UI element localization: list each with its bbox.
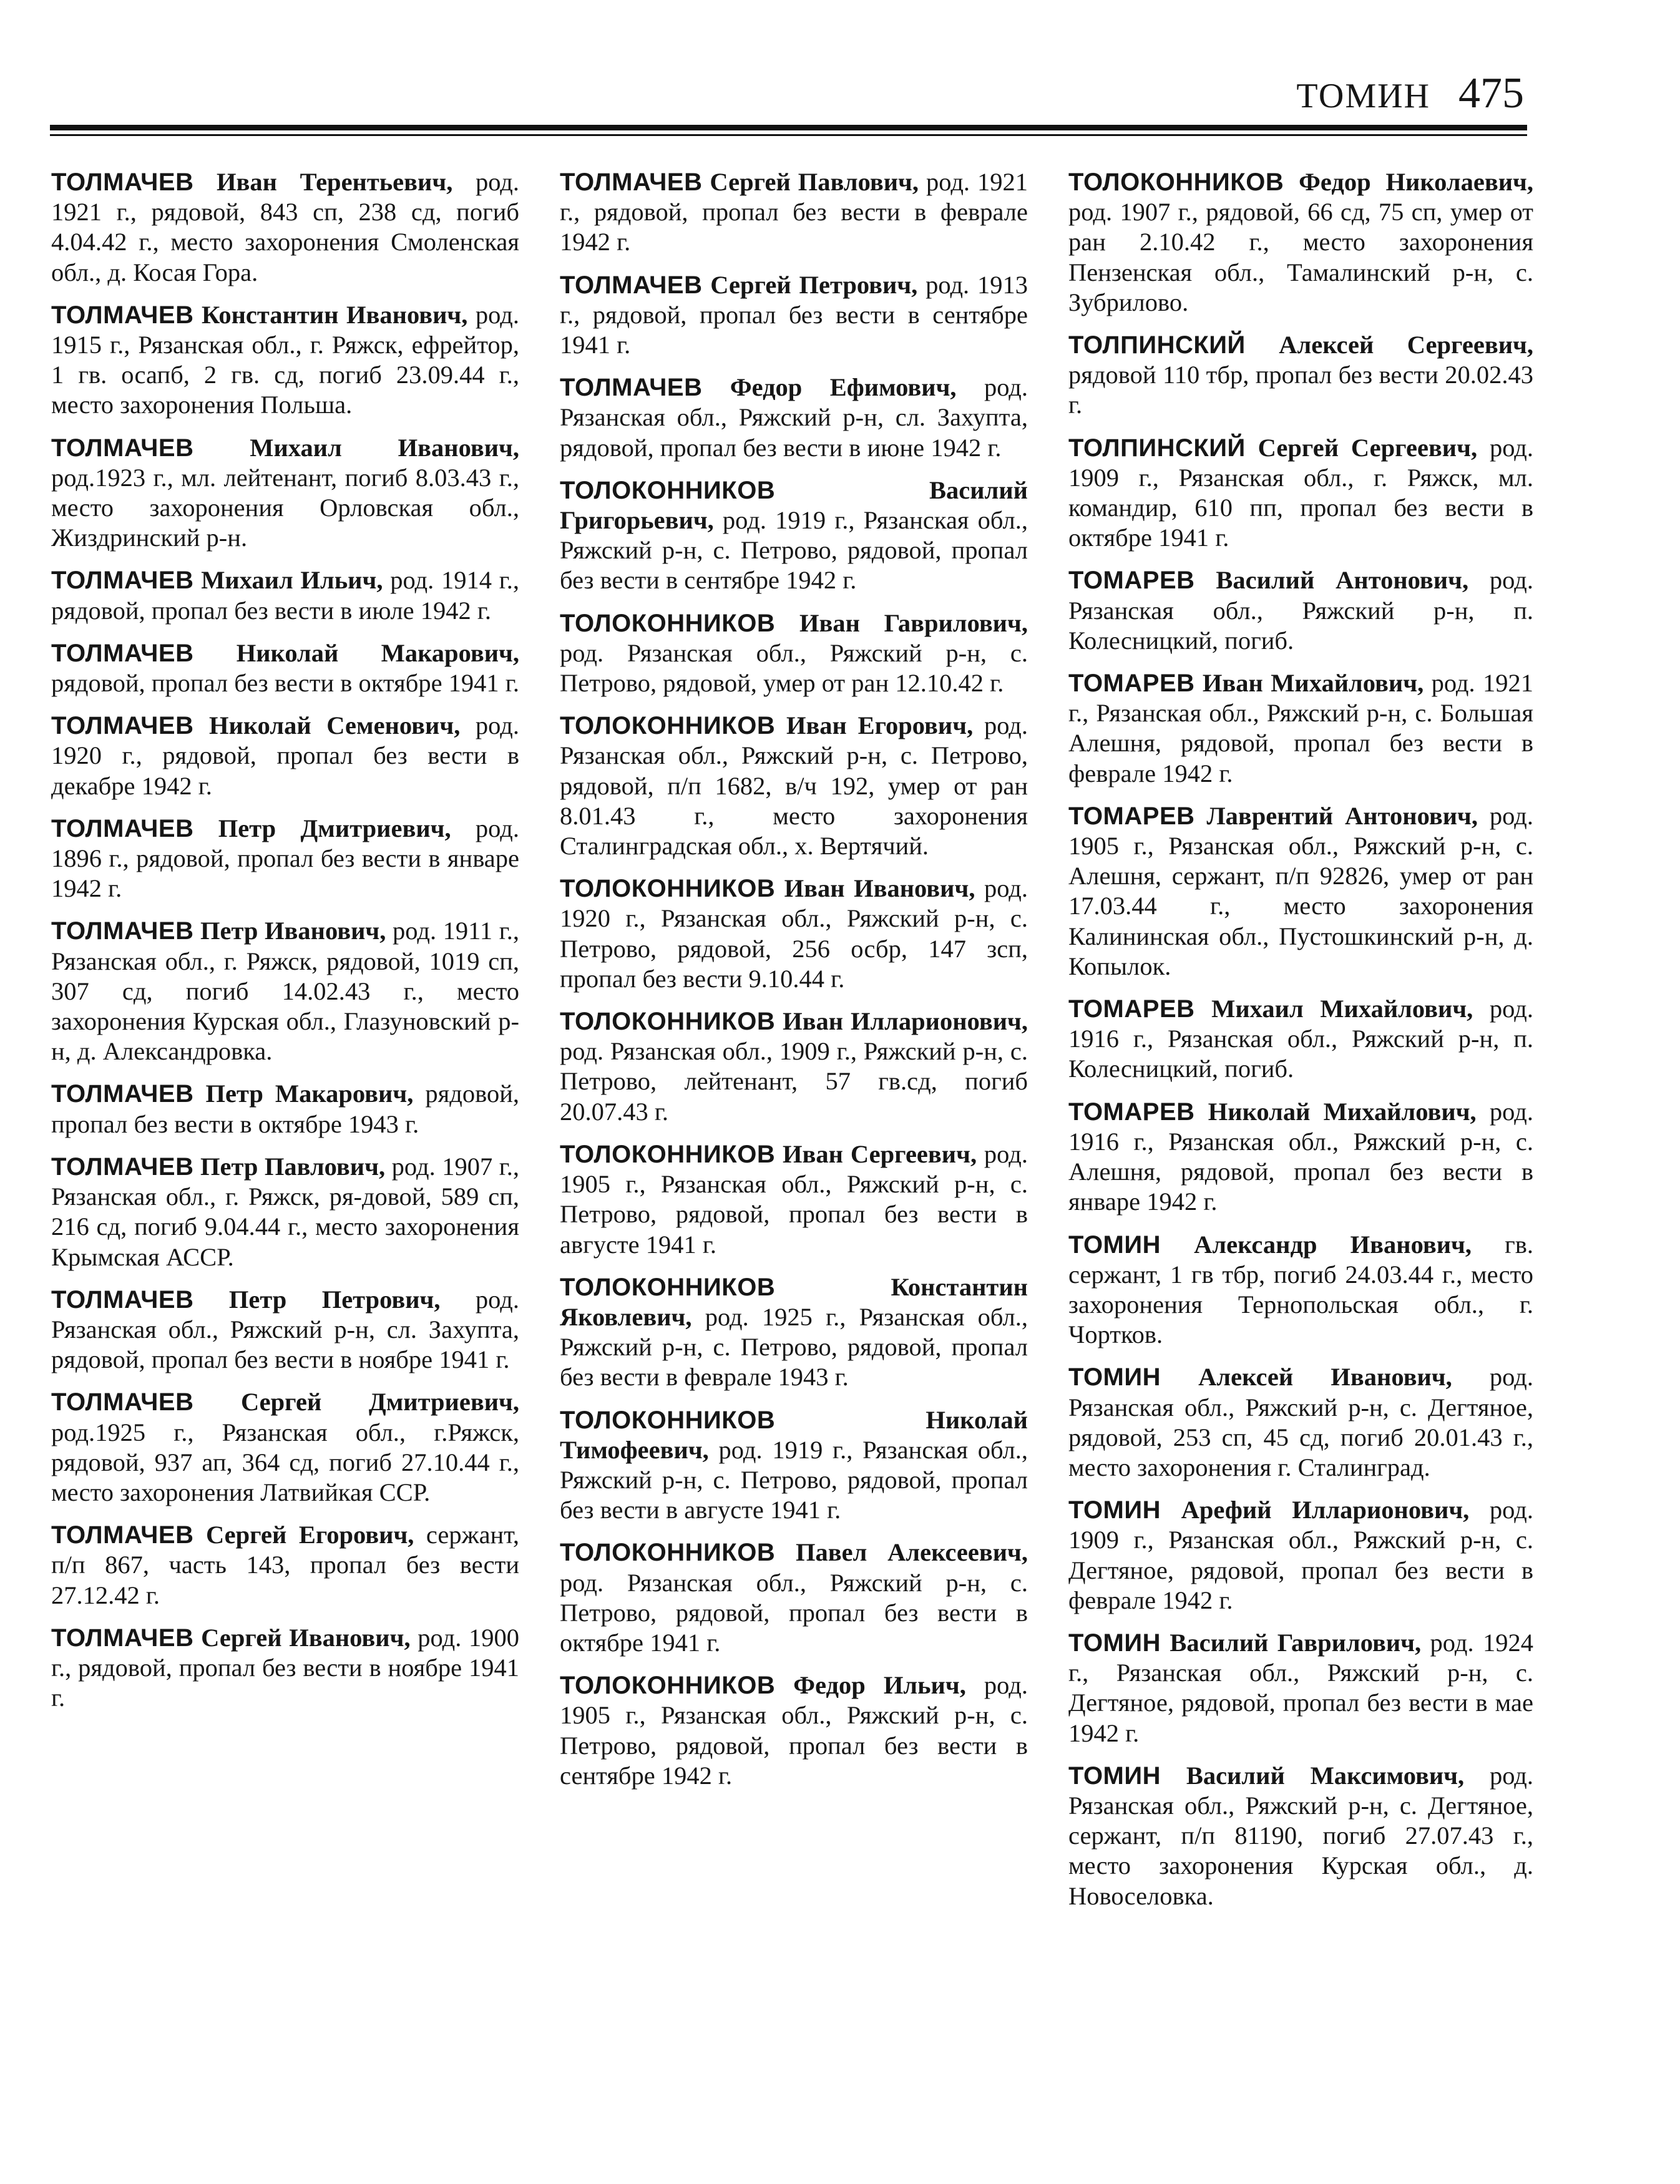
entry-given-name: Федор Ильич, <box>793 1671 966 1700</box>
entry-surname: ТОЛМАЧЕВ <box>51 567 194 595</box>
entry-surname: ТОЛОКОННИКОВ <box>560 1008 776 1036</box>
page-header <box>50 69 1524 119</box>
entry-details: род. 1915 г., Рязанская обл., г. Ряжск, ефрейтор, 1 гв. осапб, 2 гв. сд, погиб 23.09.44 г., место захоронения Польша. <box>51 300 519 419</box>
entry-given-name: Иван Гаврилович, <box>799 608 1028 637</box>
entry-surname: ТОЛМАЧЕВ <box>51 1285 194 1314</box>
biography-entry <box>560 711 1028 861</box>
entry-given-name: Иван Иванович, <box>784 874 975 903</box>
entry-details: рядовой 110 тбр, пропал без вести 20.02.43 г. <box>1068 361 1533 419</box>
biography-entry <box>560 1007 1028 1127</box>
entry-details: род. Рязанская обл., Ряжский р-н, п. Колесницкий, погиб. <box>1068 566 1533 655</box>
biography-entry <box>51 565 519 625</box>
biography-entry <box>560 1272 1028 1393</box>
entry-surname: ТОМАРЕВ <box>1068 995 1195 1023</box>
entry-surname: ТОЛОКОННИКОВ <box>560 609 776 637</box>
entry-surname: ТОЛОКОННИКОВ <box>560 875 776 903</box>
entry-details: род. 1914 г., рядовой, пропал без вести в июле 1942 г. <box>51 566 520 625</box>
entry-details: род. 1911 г., Рязанская обл., г. Ряжск, рядовой, 1019 сп, 307 сд, погиб 14.02.43 г., место захоронения Курская обл., Глазуновский р-н, д. Александровка. <box>51 917 520 1066</box>
entry-details: род. 1925 г., Рязанская обл., Ряжский р-н, с. Петрово, рядовой, пропал без вести в феврале 1943 г. <box>560 1302 1028 1392</box>
biography-entry <box>51 1520 519 1611</box>
entry-given-name: Иван Сергеевич, <box>783 1139 977 1168</box>
entry-surname: ТОЛМАЧЕВ <box>51 168 194 196</box>
column-3 <box>1068 167 1533 1924</box>
entry-surname: ТОЛМАЧЕВ <box>560 271 703 299</box>
column-1 <box>51 167 519 1725</box>
biography-entry <box>51 711 519 801</box>
biography-entry <box>1068 1495 1533 1616</box>
entry-given-name: Петр Иванович, <box>200 917 386 945</box>
entry-given-name: Александр Иванович, <box>1194 1230 1472 1259</box>
entry-surname: ТОЛМАЧЕВ <box>51 301 194 329</box>
biography-entry <box>1068 565 1533 656</box>
entry-given-name: Константин Яковлевич, <box>560 1272 1028 1331</box>
entry-given-name: Константин Иванович, <box>202 300 468 329</box>
entry-details: род. 1905 г., Рязанская обл., Ряжский р-н, с. Петрово, рядовой, пропал без вести в сентябре 1942 г. <box>560 1671 1028 1790</box>
page-number: 475 <box>1458 69 1524 117</box>
biography-entry <box>560 373 1028 463</box>
entry-surname: ТОЛОКОННИКОВ <box>560 1672 776 1700</box>
entry-given-name: Петр Дмитриевич, <box>218 814 451 842</box>
entry-given-name: Василий Гаврилович, <box>1170 1628 1422 1657</box>
biography-entry <box>51 1285 519 1375</box>
entry-given-name: Петр Петрович, <box>228 1285 441 1314</box>
entry-details: род. 1920 г., Рязанская обл., Ряжский р-н, с. Петрово, рядовой, 256 осбр, 147 зсп, пропал без вести 9.10.44 г. <box>560 874 1028 993</box>
biography-entry <box>51 1152 519 1272</box>
biography-entry <box>560 1670 1028 1791</box>
entry-surname: ТОЛМАЧЕВ <box>51 434 194 462</box>
entry-surname: ТОЛОКОННИКОВ <box>560 1539 776 1567</box>
entry-surname: ТОЛПИНСКИЙ <box>1068 434 1246 462</box>
entry-surname: ТОМИН <box>1068 1629 1161 1657</box>
biography-entry <box>560 167 1028 258</box>
entry-given-name: Петр Павлович, <box>200 1152 386 1181</box>
entry-details: род. 1919 г., Рязанская обл., Ряжский р-н, с. Петрово, рядовой, пропал без вести в августе 1941 г. <box>560 1435 1028 1524</box>
entry-details: сержант, п/п 867, часть 143, пропал без вести 27.12.42 г. <box>51 1521 520 1609</box>
entry-given-name: Василий Максимович, <box>1186 1761 1465 1790</box>
biography-entry <box>51 814 519 904</box>
entry-given-name: Николай Тимофеевич, <box>560 1405 1028 1464</box>
entry-details: род. 1921 г., рядовой, пропал без вести в феврале 1942 г. <box>560 168 1028 256</box>
entry-given-name: Лаврентий Антонович, <box>1206 801 1478 830</box>
entry-surname: ТОМАРЕВ <box>1068 670 1195 698</box>
biography-entry <box>560 475 1028 596</box>
entry-surname: ТОЛОКОННИКОВ <box>560 476 776 504</box>
entry-surname: ТОЛМАЧЕВ <box>51 1080 194 1108</box>
entry-details: род. 1896 г., рядовой, пропал без вести в январе 1942 г. <box>51 814 519 903</box>
biography-entry <box>1068 330 1533 421</box>
entry-surname: ТОЛМАЧЕВ <box>51 1521 194 1549</box>
entry-given-name: Сергей Дмитриевич, <box>240 1388 520 1416</box>
entry-given-name: Иван Егорович, <box>786 711 974 740</box>
biography-entry <box>51 300 519 421</box>
entry-surname: ТОМИН <box>1068 1762 1161 1790</box>
entry-given-name: Иван Михайлович, <box>1202 669 1424 698</box>
biography-entry <box>51 1079 519 1139</box>
entry-surname: ТОЛМАЧЕВ <box>51 712 194 740</box>
biography-entry <box>1068 167 1533 318</box>
entry-surname: ТОЛМАЧЕВ <box>51 639 194 667</box>
entry-given-name: Алексей Иванович, <box>1198 1363 1452 1392</box>
biography-entry <box>560 608 1028 699</box>
entry-surname: ТОЛОКОННИКОВ <box>1068 168 1284 196</box>
biography-entry <box>1068 801 1533 982</box>
entry-details: рядовой, пропал без вести в октябре 1943 г. <box>51 1080 520 1138</box>
entry-given-name: Михаил Иванович, <box>250 433 519 462</box>
entry-details: рядовой, пропал без вести в октябре 1941 г. <box>51 669 519 698</box>
entry-given-name: Василий Григорьевич, <box>560 475 1028 535</box>
entry-surname: ТОМАРЕВ <box>1068 567 1195 595</box>
entry-details: род. 1907 г., рядовой, 66 сд, 75 сп, умер от ран 2.10.42 г., место захоронения Пензенская обл., Тамалинский р-н, с. Зубрилово. <box>1068 198 1533 316</box>
entry-given-name: Иван Илларионович, <box>783 1007 1028 1036</box>
entry-details: род. 1924 г., Рязанская обл., Ряжский р-н, с. Дегтяное, рядовой, пропал без вести в мае 1942 г. <box>1068 1628 1533 1747</box>
entry-surname: ТОЛМАЧЕВ <box>51 917 194 945</box>
biography-entry <box>51 167 519 288</box>
biography-entry <box>51 1623 519 1714</box>
entry-surname: ТОЛМАЧЕВ <box>51 1388 194 1416</box>
biography-entry <box>560 1538 1028 1658</box>
entry-details: род. Рязанская обл., Ряжский р-н, с. Петрово, рядовой, пропал без вести в октябре 1941 г. <box>560 1568 1028 1657</box>
entry-surname: ТОМАРЕВ <box>1068 1098 1195 1126</box>
entry-details: род. 1919 г., Рязанская обл., Ряжский р-н, с. Петрово, рядовой, пропал без вести в сентябре 1942 г. <box>560 506 1028 595</box>
biography-entry <box>560 1405 1028 1526</box>
biography-entry <box>1068 994 1533 1085</box>
biography-entry <box>1068 1362 1533 1483</box>
entry-details: род. 1921 г., рядовой, 843 сп, 238 сд, погиб 4.04.42 г., место захоронения Смоленская обл., д. Косая Гора. <box>51 168 520 286</box>
biography-entry <box>560 270 1028 361</box>
entry-given-name: Николай Макарович, <box>236 638 519 667</box>
entry-surname: ТОЛМАЧЕВ <box>51 814 194 842</box>
biography-entry <box>51 916 519 1066</box>
entry-given-name: Сергей Иванович, <box>201 1623 411 1652</box>
entry-surname: ТОЛОКОННИКОВ <box>560 1140 776 1168</box>
entry-details: род. 1921 г., Рязанская обл., Ряжский р-н, с. Большая Алешня, рядовой, пропал без вести в феврале 1942 г. <box>1068 669 1533 787</box>
entry-surname: ТОМИН <box>1068 1231 1161 1259</box>
entry-details: род. 1907 г., Рязанская обл., г. Ряжск, ря-довой, 589 сп, 216 сд, погиб 9.04.44 г., место захоронения Крымская АССР. <box>51 1152 520 1271</box>
entry-given-name: Сергей Сергеевич, <box>1258 433 1478 462</box>
entry-surname: ТОМАРЕВ <box>1068 802 1195 830</box>
header-rule-thick <box>50 125 1527 130</box>
entry-given-name: Федор Ефимович, <box>730 373 957 402</box>
entry-details: род. 1916 г., Рязанская обл., Ряжский р-н, с. Алешня, рядовой, пропал без вести в январе 1942 г. <box>1068 1097 1533 1216</box>
header-rule-thin <box>50 134 1527 136</box>
biography-entry <box>1068 1230 1533 1350</box>
biography-entry <box>1068 433 1533 553</box>
entry-details: род. 1909 г., Рязанская обл., Ряжский р-н, с. Дегтяное, рядовой, пропал без вести в феврале 1942 г. <box>1068 1496 1533 1614</box>
entry-given-name: Сергей Павлович, <box>710 168 919 196</box>
entry-details: род. 1916 г., Рязанская обл., Ряжский р-н, п. Колесницкий, погиб. <box>1068 995 1533 1083</box>
entry-surname: ТОЛПИНСКИЙ <box>1068 331 1246 359</box>
entry-surname: ТОМИН <box>1068 1363 1161 1392</box>
entry-given-name: Павел Алексеевич, <box>796 1538 1028 1567</box>
entry-details: род. Рязанская обл., 1909 г., Ряжский р-н, с. Петрово, лейтенант, 57 гв.сд, погиб 20.07.43 г. <box>560 1037 1028 1126</box>
entry-surname: ТОЛМАЧЕВ <box>560 168 703 196</box>
biography-entry <box>560 1139 1028 1260</box>
entry-details: род. 1900 г., рядовой, пропал без вести в ноябре 1941 г. <box>51 1623 519 1712</box>
entry-details: род. 1905 г., Рязанская обл., Ряжский р-н, с. Алешня, сержант, п/п 92826, умер от ран 17.03.44 г., место захоронения Калининская обл., Пустошкинский р-н, д. Копылок. <box>1068 801 1533 980</box>
biography-entry <box>51 433 519 553</box>
entry-details: род. 1905 г., Рязанская обл., Ряжский р-н, с. Петрово, рядовой, пропал без вести в августе 1941 г. <box>560 1139 1028 1259</box>
entry-details: род. Рязанская обл., Ряжский р-н, сл. Захупта, рядовой, пропал без вести в ноябре 1941 г. <box>51 1285 519 1374</box>
entry-given-name: Николай Михайлович, <box>1208 1097 1477 1126</box>
entry-details: род. 1913 г., рядовой, пропал без вести в сентябре 1941 г. <box>560 270 1028 359</box>
biography-entry <box>1068 1097 1533 1217</box>
entry-given-name: Василий Антонович, <box>1216 566 1469 595</box>
biography-entry <box>51 1387 519 1508</box>
entry-surname: ТОЛМАЧЕВ <box>560 374 703 402</box>
entry-details: род. Рязанская обл., Ряжский р-н, с. Дегтяное, сержант, п/п 81190, погиб 27.07.43 г., место захоронения Курская обл., д. Новоселовка. <box>1068 1761 1534 1910</box>
entry-details: род. 1909 г., Рязанская обл., г. Ряжск, мл. командир, 610 пп, пропал без вести в октябре 1941 г. <box>1068 433 1534 552</box>
entry-given-name: Алексей Сергеевич, <box>1279 331 1533 359</box>
running-head: ТОМИН <box>1296 77 1430 115</box>
entry-details: род. 1920 г., рядовой, пропал без вести в декабре 1942 г. <box>51 711 519 800</box>
entry-details: гв. сержант, 1 гв тбр, погиб 24.03.44 г., место захоронения Тернопольская обл., г. Чортков. <box>1068 1230 1534 1349</box>
entry-given-name: Михаил Михайлович, <box>1211 995 1473 1023</box>
entry-given-name: Федор Николаевич, <box>1299 168 1534 196</box>
entry-details: род. Рязанская обл., Ряжский р-н, с. Дегтяное, рядовой, 253 сп, 45 сд, погиб 20.01.43 г., место захоронения г. Сталинград. <box>1068 1363 1533 1481</box>
biography-entry <box>51 638 519 698</box>
entry-details: род. Рязанская обл., Ряжский р-н, сл. Захупта, рядовой, пропал без вести в июне 1942 г. <box>560 373 1028 462</box>
entry-given-name: Николай Семенович, <box>209 711 461 740</box>
biography-entry <box>1068 668 1533 789</box>
entry-given-name: Сергей Егорович, <box>205 1521 414 1549</box>
biography-entry <box>560 874 1028 994</box>
entry-given-name: Сергей Петрович, <box>710 270 918 299</box>
entry-given-name: Петр Макарович, <box>205 1080 414 1108</box>
entry-surname: ТОЛОКОННИКОВ <box>560 712 776 740</box>
column-2 <box>560 167 1028 1803</box>
entry-surname: ТОМИН <box>1068 1496 1161 1524</box>
entry-details: род. Рязанская обл., Ряжский р-н, с. Петрово, рядовой, умер от ран 12.10.42 г. <box>560 638 1028 698</box>
entry-details: род. Рязанская обл., Ряжский р-н, с. Петрово, рядовой, п/п 1682, в/ч 192, умер от ран 8.01.43 г., место захоронения Сталинградская обл., х. Вертячий. <box>560 711 1028 860</box>
entry-surname: ТОЛОКОННИКОВ <box>560 1273 776 1301</box>
biography-entry <box>1068 1628 1533 1748</box>
entry-details: род.1925 г., Рязанская обл., г.Ряжск, рядовой, 937 ап, 364 сд, погиб 27.10.44 г., место захоронения Латвийкая ССР. <box>51 1418 519 1506</box>
entry-details: род.1923 г., мл. лейтенант, погиб 8.03.43 г., место захоронения Орловская обл., Жиздринский р-н. <box>51 463 519 552</box>
entry-surname: ТОЛМАЧЕВ <box>51 1624 194 1652</box>
biography-entry <box>1068 1761 1533 1911</box>
entry-surname: ТОЛМАЧЕВ <box>51 1153 194 1181</box>
entry-given-name: Арефий Илларионович, <box>1181 1496 1470 1524</box>
entry-given-name: Иван Терентьевич, <box>217 168 453 196</box>
entry-surname: ТОЛОКОННИКОВ <box>560 1406 776 1434</box>
entry-given-name: Михаил Ильич, <box>201 566 383 595</box>
